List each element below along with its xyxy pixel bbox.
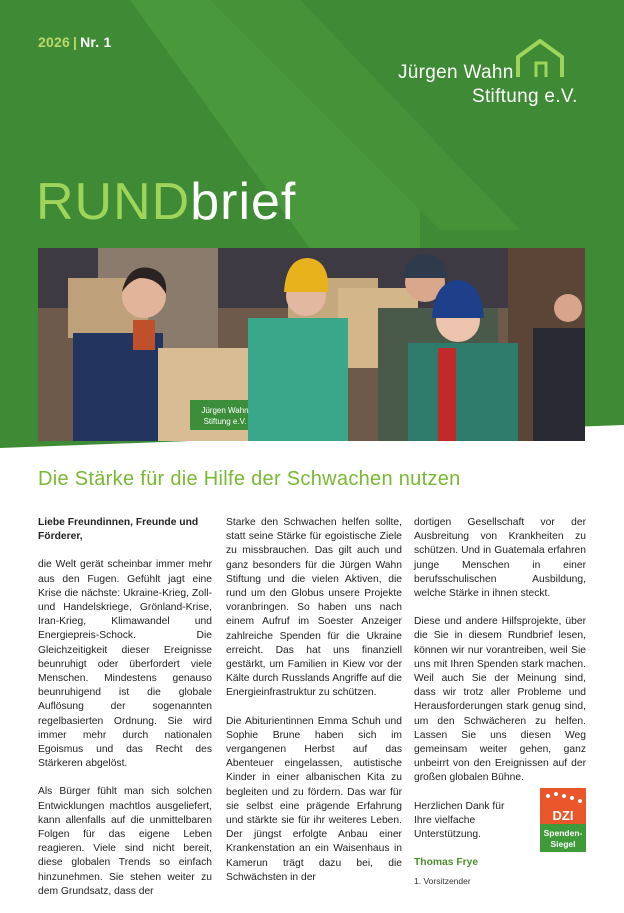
seal-line1: DZI [552, 808, 574, 823]
cover-photo [38, 248, 585, 441]
signature-role: 1. Vorsitzender [414, 876, 471, 887]
paragraph: dortigen Gesellschaft vor der Ausbreitung von Krankheiten zu schützen. Und in Guatemala erfahren junge Menschen in einer berufsschulischen Ausbildung, welche Stärke in ihnen steckt. [414, 517, 586, 600]
newsletter-title [36, 172, 296, 232]
title-part-brief: brief [190, 173, 297, 231]
paragraph: Starke den Schwachen helfen sollte, statt seine Stärke für egoistische Ziele zu missbrauchen. Das gilt auch und ganz besonders für die Jürgen Wahn Stiftung und die vielen Aktiven, die rund um den Globus unsere Projekte voranbringen. So haben uns nach einem Aufruf im Soester Anzeiger zahlreiche Spenden für die Ukraine erreicht. Das hat uns finanziell gestärkt, um Familien in Kiew vor der Kälte durch Russlands Angriffe auf die Energieinfrastruktur zu schützen. [226, 517, 402, 699]
issue-year: 2026 [38, 34, 70, 50]
paragraph: Als Bürger fühlt man sich solchen Entwicklungen machtlos ausgeliefert, kann allenfalls auf die unmittelbaren Folgen für das eigene Leben reagieren. Viele sind nicht bereit, diese globalen Trends so einfach hinzunehmen. Sie stehen weiter zu dem Grundsatz, dass der [38, 786, 212, 897]
paragraph: Diese und andere Hilfsprojekte, über die Sie in diesem Rundbrief lesen, können wir nur vorantreiben, weil Sie uns mit Ihren Spenden stark machen. Weil auch Sie der Meinung sind, dass wir trotz aller Probleme und Herausforderungen stark genug sind, um den Schwächeren zu helfen. Lassen Sie uns diesen Weg gemeinsam weiter gehen, ganz unbeirrt von den Ereignissen auf der großen globalen Bühne. [414, 616, 586, 784]
logo-subtitle: Stiftung e.V. [472, 86, 578, 107]
paragraph: Die Abiturientinnen Emma Schuh und Sophie Brune haben sich im vergangenen Herbst auf das Abenteuer eingelassen, autistische Kinder in einer albanischen Kita zu begleiten und zu fördern. Das war für sie selbst eine prägende Erfahrung und stärkte sie für ihr weiteres Leben. Der jüngst erfolgte Anbau einer Krankenstation an ein Waisenhaus in Kamerun trägt dazu bei, die Schwächsten in der [226, 715, 402, 883]
paragraph: die Welt gerät scheinbar immer mehr aus den Fugen. Gefühlt jagt eine Krise die nächste: Ukraine-Krieg, Zoll- und Handelskriege, Grönland-Krise, Iran-Krieg, Klimawandel und Energiepreis-Schock. Die Gleichzeitigkeit dieser Ereignisse beunruhigt oder überfordert viele Menschen. Mindestens genauso beunruhigend ist die globale Auflösung der sogenannten regelbasierten Ordnung. Sie wird immer mehr durch nationalen Egoismus und das Recht des Stärkeren abgelöst. [38, 559, 212, 770]
issue-number: Nr. 1 [80, 34, 112, 50]
box-label-line1: Jürgen Wahn [201, 406, 249, 415]
seal-line2: Spenden- [543, 828, 583, 838]
dzi-seal-icon [540, 788, 586, 852]
issue-separator: | [72, 34, 78, 50]
logo-name: Jürgen Wahn [398, 62, 514, 83]
signature-name: Thomas Frye [414, 857, 479, 869]
article-headline: Die Stärke für die Hilfe der Schwachen nutzen [38, 468, 461, 490]
seal-line3: Siegel [550, 839, 576, 849]
title-part-rund: RUND [36, 173, 191, 231]
issue-label [38, 34, 111, 50]
salutation: Liebe Freundinnen, Freunde und Förderer, [38, 517, 199, 543]
closing-text: Herzlichen Dank für Ihre vielfache Unterstützung. [414, 800, 505, 841]
text-column-1 [38, 516, 212, 913]
box-label-line2: Stiftung e.V. [203, 417, 247, 426]
text-column-2 [226, 516, 402, 899]
